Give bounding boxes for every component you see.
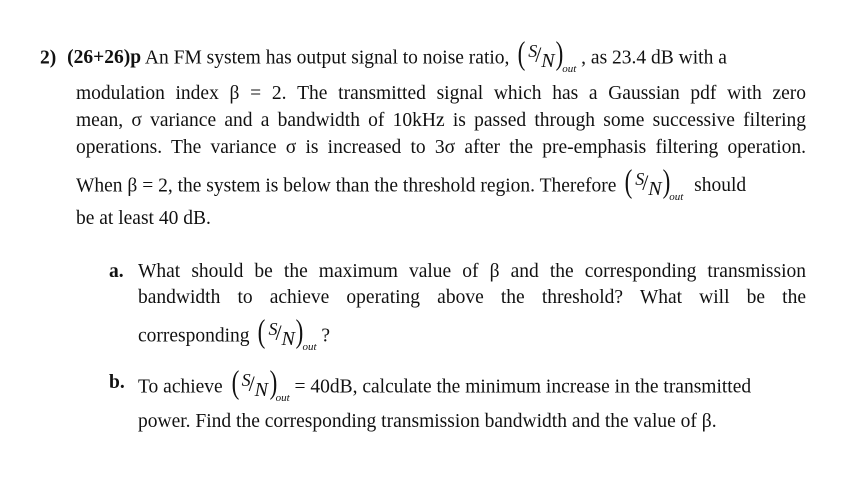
intro-line-5a: When β = 2, the system is below than the threshold region. Therefore (76, 175, 617, 197)
intro-line-3: mean, σ variance and a bandwidth of 10kHz is passed through some successive filtering (76, 110, 806, 131)
intro-line-6: be at least 40 dB. (76, 208, 211, 229)
problem-points: (26+26)p (67, 47, 142, 69)
snr-symbol: ( S / N ) out (624, 164, 684, 203)
intro-line-2: modulation index β = 2. The transmitted signal which has a Gaussian pdf with zero (76, 83, 806, 104)
part-a-label: a. (109, 261, 124, 282)
part-a-line-2: bandwidth to achieve operating above the threshold? What will be the (138, 287, 806, 308)
intro-line-1b: , as 23.4 dB with a (581, 47, 727, 69)
part-b-line-1a: To achieve (138, 376, 223, 398)
intro-line-5b: should (694, 175, 747, 197)
part-b-line-1 (138, 365, 752, 404)
intro-line-4: operations. The variance σ is increased to 3σ after the pre-emphasis filtering operation. (76, 137, 806, 158)
problem-number: 2) (40, 47, 57, 69)
part-a-line-3a: corresponding (138, 325, 250, 347)
intro-line-5 (76, 164, 747, 203)
part-a-line-1: What should be the maximum value of β and the corresponding transmission (138, 261, 806, 282)
snr-symbol: ( S / N ) out (231, 365, 290, 404)
part-a-line-3b: ? (321, 325, 330, 347)
problem-header-line (40, 36, 727, 75)
part-b-label: b. (109, 372, 125, 393)
part-a-line-3 (138, 314, 330, 353)
part-b-line-2: power. Find the corresponding transmission bandwidth and the value of β. (138, 411, 717, 432)
intro-line-1a: An FM system has output signal to noise ratio, (144, 47, 510, 69)
part-b-line-1b: = 40dB, calculate the minimum increase in the transmitted (294, 376, 752, 398)
snr-symbol: ( S / N ) out (517, 36, 577, 75)
snr-symbol: ( S / N ) out (258, 314, 317, 353)
